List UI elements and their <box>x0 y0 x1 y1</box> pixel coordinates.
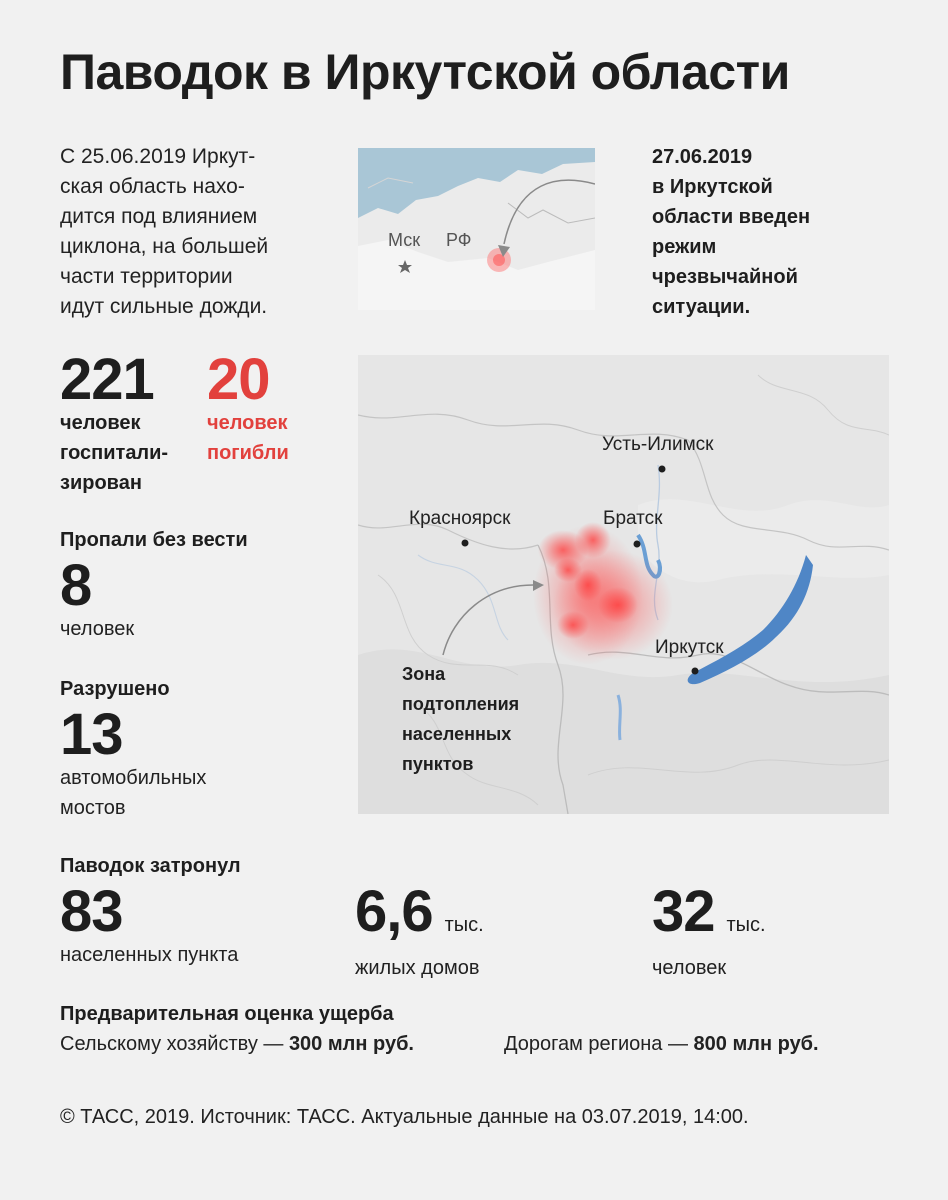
stat-missing <box>60 526 248 644</box>
city-label-bratsk: Братск <box>603 508 663 529</box>
callout-line: области введен <box>652 206 811 228</box>
page-title: Паводок в Иркутской области <box>60 44 790 100</box>
destroyed-heading: Разрушено <box>60 678 170 700</box>
intro-line: С 25.06.2019 Иркут- <box>60 145 256 168</box>
intro-line: части территории <box>60 265 233 288</box>
zone-label: пунктов <box>402 754 474 774</box>
russia-label: РФ <box>446 230 472 250</box>
hospitalized-label: зирован <box>60 472 142 494</box>
city-label-ust-ilimsk: Усть-Илимск <box>602 434 714 455</box>
missing-label: человек <box>60 618 135 640</box>
stat-hospitalized <box>60 347 169 498</box>
flood-map <box>358 355 889 814</box>
people-value: 32 <box>652 879 715 944</box>
intro-line: идут сильные дожди. <box>60 295 268 318</box>
emergency-callout <box>652 142 902 322</box>
agri-value: 300 млн руб. <box>288 1033 414 1055</box>
hospitalized-label: госпитали- <box>60 442 169 464</box>
stat-people <box>652 879 766 983</box>
hospitalized-value: 221 <box>60 347 154 412</box>
krasnoyarsk-marker <box>462 540 469 547</box>
houses-unit: тыс. <box>444 914 484 936</box>
callout-line: в Иркутской <box>652 176 773 198</box>
dead-label: погибли <box>207 442 289 464</box>
damage-agriculture <box>60 1029 414 1059</box>
intro-text <box>60 142 310 322</box>
zone-label: Зона <box>402 664 446 684</box>
stat-houses <box>355 879 484 983</box>
footer-credit: © ТАСС, 2019. Источник: ТАСС. Актуальные данные на 03.07.2019, 14:00. <box>60 1106 749 1128</box>
houses-value: 6,6 <box>355 879 433 944</box>
stat-destroyed <box>60 675 206 823</box>
callout-line: чрезвычайной <box>652 266 798 288</box>
houses-label: жилых домов <box>355 957 480 979</box>
city-label-krasnoyarsk: Красноярск <box>409 508 511 529</box>
damage-roads <box>504 1029 819 1059</box>
destroyed-label: мостов <box>60 797 126 819</box>
destroyed-label: автомобильных <box>60 767 207 789</box>
zone-label: подтопления <box>402 694 520 714</box>
missing-heading: Пропали без вести <box>60 529 248 551</box>
people-unit: тыс. <box>726 914 766 936</box>
roads-value: 800 млн руб. <box>693 1033 819 1055</box>
destroyed-value: 13 <box>60 702 123 767</box>
moscow-label: Мск <box>388 230 421 250</box>
callout-line: ситуации. <box>652 296 751 318</box>
city-label-irkutsk: Иркутск <box>655 637 724 658</box>
irkutsk-marker <box>692 668 699 675</box>
inset-map-russia <box>358 148 595 310</box>
zone-label: населенных <box>402 724 512 744</box>
affected-heading: Паводок затронул <box>60 855 241 877</box>
stat-dead <box>207 347 289 468</box>
roads-label: Дорогам региона — <box>504 1033 694 1055</box>
agri-label: Сельскому хозяйству — <box>60 1033 289 1055</box>
bratsk-marker <box>634 541 641 548</box>
callout-line: режим <box>652 236 717 258</box>
intro-line: циклона, на большей <box>60 235 269 258</box>
ust-ilimsk-marker <box>659 466 666 473</box>
hospitalized-label: человек <box>60 412 141 434</box>
missing-value: 8 <box>60 553 92 618</box>
settlements-value: 83 <box>60 879 123 944</box>
settlements-label: населенных пункта <box>60 944 239 966</box>
stat-settlements <box>60 879 239 970</box>
people-label: человек <box>652 957 727 979</box>
intro-line: дится под влиянием <box>60 205 258 228</box>
damage-heading: Предварительная оценка ущерба <box>60 1003 394 1025</box>
dead-label: человек <box>207 412 288 434</box>
callout-line: 27.06.2019 <box>652 146 753 168</box>
intro-line: ская область нахо- <box>60 175 245 198</box>
dead-value: 20 <box>207 347 270 412</box>
